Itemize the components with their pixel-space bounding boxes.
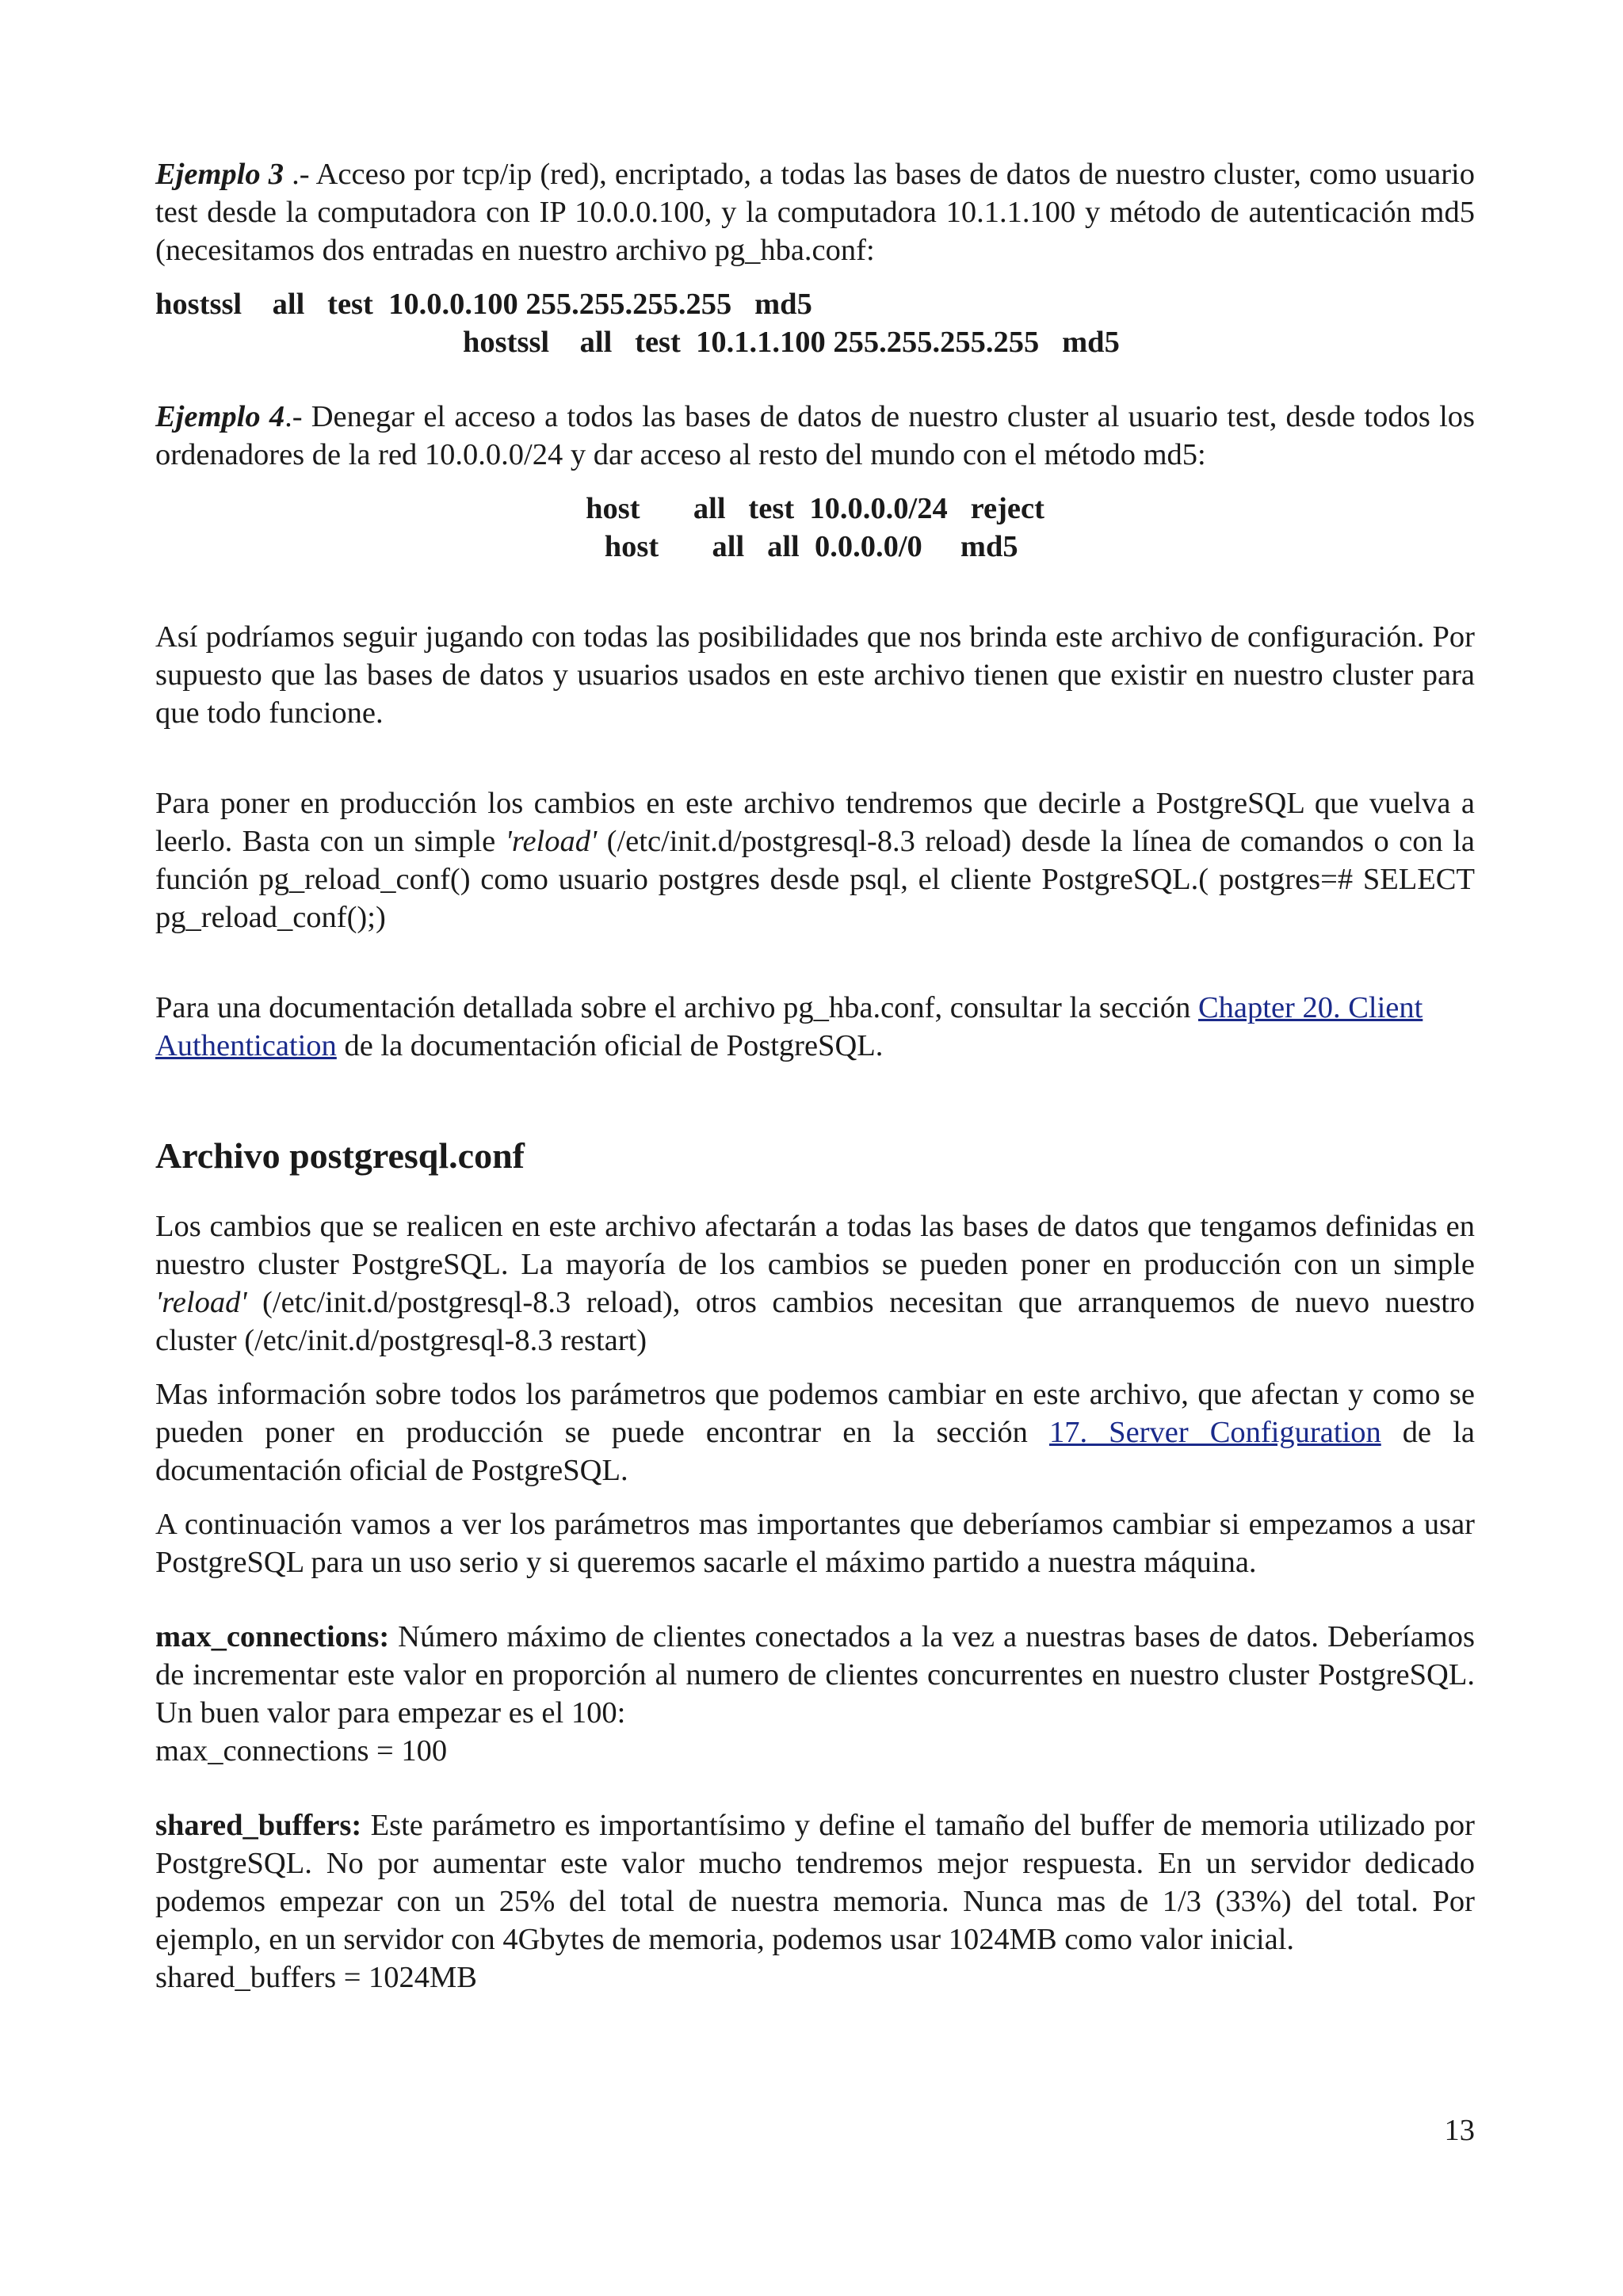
more-info-text-end: de la documentación oficial de PostgreSQL. [155,1416,1475,1487]
page-content [155,155,1475,1997]
documentation-text-start: Para una documentación detallada sobre el archivo pg_hba.conf, consultar la sección [155,991,1198,1024]
reload-term: 'reload' [505,825,598,858]
example-4-label: Ejemplo 4 [155,400,285,433]
code-line-hostssl-1: hostssl all test 10.0.0.100 255.255.255.255 md5 [155,288,812,321]
max-connections-setting: max_connections = 100 [155,1734,448,1768]
example-3-label: Ejemplo 3 [155,158,285,191]
max-connections-term: max_connections: [155,1620,390,1653]
code-line-host-reject: host all test 10.0.0.0/24 reject [586,492,1044,525]
code-line-host-md5: host all all 0.0.0.0/0 md5 [604,530,1026,563]
changes-text-start: Los cambios que se realicen en este archivo afectarán a todas las bases de datos que tengamos definidas en nuestro cluster PostgreSQL. La mayoría de los cambios se pueden poner en producción con un simple [155,1210,1475,1281]
reload-text-end: (/etc/init.d/postgresql-8.3 reload) desde la línea de comandos o con la función pg_reload_conf() como usuario postgres desde psql, el cliente PostgreSQL.( postgres=# SELECT pg_reload_conf();) [155,825,1475,934]
max-connections-paragraph [155,1618,1475,1770]
shared-buffers-text: Este parámetro es importantísimo y define el tamaño del buffer de memoria utilizado por PostgreSQL. No por aumentar este valor mucho tendremos mejor respuesta. En un servidor dedicado podemos empezar con un 25% del total de nuestra memoria. Nunca mas de 1/3 (33%) del total. Por ejemplo, en un servidor con 4Gbytes de memoria, podemos usar 1024MB como valor inicial. [155,1809,1475,1956]
section-heading: Archivo postgresql.conf [155,1135,525,1176]
shared-buffers-setting: shared_buffers = 1024MB [155,1961,477,1994]
code-block-2 [155,490,1475,566]
reload-text-start: Para poner en producción los cambios en este archivo tendremos que decirle a PostgreSQL que vuelva a leerlo. Basta con un simple [155,787,1475,858]
possibilities-paragraph: Así podríamos seguir jugando con todas las posibilidades que nos brinda este archivo de configuración. Por supuesto que las bases de datos y usuarios usados en este archivo tienen que existir en nuestro cluster para que todo funcione. [155,620,1475,730]
reload-paragraph [155,784,1475,936]
example-4-paragraph [155,398,1475,474]
page-number: 13 [1444,2114,1475,2147]
server-configuration-link[interactable]: 17. Server Configuration [1048,1416,1381,1449]
more-info-paragraph [155,1375,1475,1489]
documentation-text-end: de la documentación oficial de PostgreSQL. [336,1029,884,1062]
code-line-hostssl-2: hostssl all test 10.1.1.100 255.255.255.255 md5 [463,326,1120,359]
example-4-text: .- Denegar el acceso a todos las bases de datos de nuestro cluster al usuario test, desde todos los ordenadores de la red 10.0.0.0/24 y dar acceso al resto del mundo con el método md5: [155,400,1476,471]
more-info-text-start: Mas información sobre todos los parámetros que podemos cambiar en este archivo, que afectan y como se pueden poner en producción se puede encontrar en la sección [155,1378,1475,1449]
documentation-paragraph [155,989,1475,1065]
example-3-text: .- Acceso por tcp/ip (red), encriptado, a todas las bases de datos de nuestro cluster, como usuario test desde la computadora con IP 10.0.0.100, y la computadora 10.1.1.100 y método de autenticación md5 (necesitamos dos entradas en nuestro archivo pg_hba.conf: [155,158,1476,267]
shared-buffers-term: shared_buffers: [155,1809,362,1842]
changes-paragraph [155,1207,1475,1360]
max-connections-text: Número máximo de clientes conectados a la vez a nuestras bases de datos. Deberíamos de incrementar este valor en proporción al numero de clientes concurrentes en nuestro cluster PostgreSQL. Un buen valor para empezar es el 100: [155,1620,1475,1730]
example-3-paragraph [155,155,1475,269]
code-block-1 [155,285,1475,361]
shared-buffers-paragraph [155,1806,1475,1997]
client-authentication-link[interactable]: Chapter 20. Client Authentication [155,991,1423,1062]
reload-term-2: 'reload' [155,1286,247,1319]
parameters-intro-paragraph: A continuación vamos a ver los parámetros mas importantes que deberíamos cambiar si empezamos a usar PostgreSQL para un uso serio y si queremos sacarle el máximo partido a nuestra máquina. [155,1508,1475,1579]
changes-text-end: (/etc/init.d/postgresql-8.3 reload), otros cambios necesitan que arranquemos de nuevo nuestro cluster (/etc/init.d/postgresql-8.3 restart) [155,1286,1475,1357]
